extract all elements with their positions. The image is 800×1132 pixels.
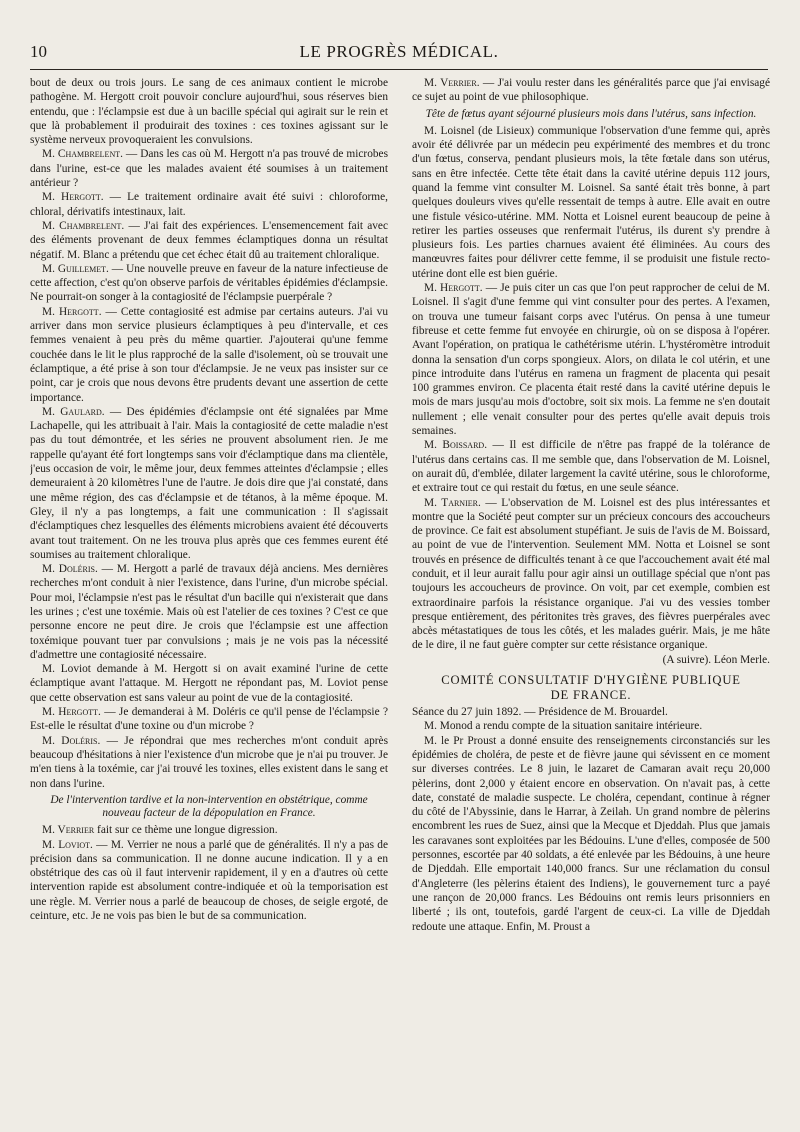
paragraph	[30, 838, 388, 924]
paragraph	[30, 190, 388, 219]
paragraph-text: M. le Pr Proust a donné ensuite des renseignements circonstanciés sur les épidémies de choléra, de peste et de fièvre jaune qui sévissent en ce moment sur diverses contrées. Le 8 juin, le lazaret de Camaran avait reçu 20,000 pèlerins, dont 2,000 y étaient encore en observation. On n'avait pas, à cette date, constaté de maladie suspecte. Le choléra, cependant, continue à régner du côté de l'Abyssinie, dans le Harrar, à Zeilah. Un grand nombre de pèlerins encombrent les rues de Suez, ainsi que la Mecque et Djeddah. Plus que jamais les caravanes sont exploitées par les Bédouins. L'une d'elles, composée de 500 personnes, escortée par 40 soldats, a été enlevée par les Bédouins, à une heure de Djeddah. Elle emportait 140,000 francs. Sur une réclamation du consul d'Angleterre (les pèlerins étaient des Indiens), le gouvernement turc a payé une rançon de 20,000 francs. Les Bédouins ont remis leurs prisonniers en liberté ; ils ont, toutefois, gardé l'argent de ceux-ci. La ville de Djeddah redoute une attaque. Enfin, M. Proust a	[412, 734, 770, 933]
speaker-name: M. Doléris.	[42, 734, 101, 747]
paragraph-text: — Cette contagiosité est admise par certains auteurs. J'ai vu arriver dans mon service plusieurs éclamptiques à peu d'intervalle, et ces femmes venaient à peu près du même quartier. J'ajouterai qu'une femme couchée dans le lit le plus rapproché de la salle d'isolement, où se trouvait une éclamptique, a été prise à son tour d'éclampsie. Je ne veux pas insister sur ce point, car je crois que nous devons être prudents devant une assertion de cette importance.	[30, 305, 388, 404]
paragraph-text: DE FRANCE.	[550, 688, 632, 703]
paragraph-text: bout de deux ou trois jours. Le sang de ces animaux contient le microbe pathogène. M. Hergott croit pouvoir conclure aujourd'hui, sous réserves bien entendu, que : l'éclampsie est due à un bacille spécial qui agirait sur le rein et que là probablement il produirait des toxines : ces toxines agissant sur le système nerveux provoqueraient les convulsions.	[30, 77, 388, 147]
paragraph-text: — Une nouvelle preuve en faveur de la nature infectieuse de cette affection, c'est qu'on observe parfois de véritables épidémies d'éclampsie. Ne pourrait-on songer à la contagiosité de l'éclampsie puerpérale ?	[30, 262, 388, 304]
header-rule	[30, 69, 768, 70]
paragraph-text: — Je répondrai que mes recherches m'ont conduit après beaucoup d'hésitations à nier l'existence d'un microbe que je n'ai pu trouver. Je m'en tiens à la toxémie, car j'ai trouvé les toxines, elles existent dans le sang et non dans l'urine.	[30, 734, 388, 790]
paragraph-text: — L'observation de M. Loisnel est des plus intéressantes et montre que la Société peut compter sur un précieux concours des accoucheurs de province. Ce fait est absolument stupéfiant. Je suis de l'avis de M. Boissard, au point de vue de l'intervention. Seulement MM. Notta et Loisnel se sont trouvés en présence de difficultés tenant à ce que l'accouchement avait été mal conduit, et il leur aurait fallu pour agir ainsi un outillage spécial que n'ont pas toujours les accoucheurs de province. On voit, par cet exemple, combien est extraordinaire parfois la résistance organique. J'ai vu des vessies tomber presque entièrement, des péritonites très graves, des fièvres puerpérales avec abcès métastatiques de tous les côtés, et les malades guérir. Mais, je me hâte de le dire, il ne faut guère compter sur cette résistance organique.	[412, 496, 770, 652]
speaker-name: M. Hergott.	[42, 305, 102, 318]
speaker-name: M. Boissard.	[424, 439, 488, 452]
paragraph-text: Séance du 27 juin 1892. — Présidence de M. Brouardel.	[412, 706, 668, 719]
paragraph-text: M. Monod a rendu compte de la situation sanitaire intérieure.	[424, 720, 703, 733]
paragraph-continuation	[412, 705, 770, 719]
paragraph-text: — M. Hergott a parlé de travaux déjà anciens. Mes dernières recherches m'ont conduit à nier l'existence, dans l'urine, d'un microbe spécial. Pour moi, l'éclampsie n'est pas le résultat d'un bacille qui n'existerait que dans les urines ; c'est une toxémie. Mais où est l'atelier de ces toxines ? C'est ce que personne encore ne peut dire. Je crois que l'éclampsie est une affection toxémique pouvant tuer par convulsions ; mais je ne vois pas la nécessité d'admettre une contagiosité nécessaire.	[30, 563, 388, 661]
speaker-name: M. Loviot.	[42, 838, 93, 851]
speaker-name: M. Tarnier.	[424, 496, 481, 509]
paragraph-text: Tête de fœtus ayant séjourné plusieurs mois dans l'utérus, sans infection.	[425, 107, 757, 120]
paragraph	[30, 562, 388, 662]
speaker-name: M. Hergott.	[424, 282, 483, 295]
page-number: 10	[30, 42, 47, 61]
paragraph-text: — Je demanderai à M. Doléris ce qu'il pense de l'éclampsie ? Est-elle le résultat d'une toxine ou d'un microbe ?	[30, 706, 388, 733]
article-subtitle	[412, 688, 770, 703]
speaker-name: M. Guillemet.	[42, 262, 109, 275]
running-header	[30, 42, 768, 68]
paragraph	[412, 719, 770, 733]
section-heading	[40, 794, 378, 820]
paragraph	[412, 76, 770, 105]
speaker-name: M. Gaulard.	[42, 405, 105, 418]
speaker-name: M. Doléris.	[42, 563, 98, 576]
paragraph-text: — J'ai fait des expériences. L'ensemencement fait avec des éléments provenant de deux femmes éclamptiques donna un résultat négatif. M. Blanc a prétendu que cet échec était dû au traitement chloralique.	[30, 219, 388, 261]
running-title: LE PROGRÈS MÉDICAL.	[299, 42, 499, 61]
paragraph-text: M. Loviot demande à M. Hergott si on avait examiné l'urine de cette éclamptique avant l'attaque. M. Hergott ne répondant pas, M. Loviot pense que cette observation est sans valeur au point de vue de la contagiosité.	[30, 663, 388, 704]
paragraph-text: COMITÉ CONSULTATIF D'HYGIÈNE PUBLIQUE	[441, 673, 741, 688]
paragraph	[30, 305, 388, 405]
paragraph	[412, 496, 770, 653]
paragraph-text: M. Loisnel (de Lisieux) communique l'observation d'une femme qui, après avoir été délivrée par un médecin peu expérimenté des membres et du tronc d'un fœtus, conserva, pendant plusieurs mois, la tête fœtale dans son utérus, sans en être infectée. Cette tête était dans la cavité utérine depuis 112 jours, quand la femme vint consulter M. Loisnel. Sa santé était très bonne, à part quelques douleurs vives qu'elle ressentait de temps à autre. Elle avait en outre une fistule vésico-utérine. MM. Notta et Loisnel eurent beaucoup de peine à retirer les parties osseuses que renfermait l'utérus, ils durent s'y prendre à plusieurs fois. Les parties charnues avaient été éliminées. Au cours des manœuvres faites pour délivrer cette femme, il se produisit une fistule recto-utérine dont elle est bien guérie.	[412, 124, 770, 280]
paragraph	[30, 734, 388, 791]
speaker-name: M. Hergott.	[42, 706, 101, 719]
paragraph	[412, 124, 770, 281]
paragraph-text: (A suivre). Léon Merle.	[662, 653, 770, 666]
speaker-name: M. Verrier.	[424, 77, 480, 89]
paragraph	[30, 405, 388, 562]
paragraph-continuation	[30, 76, 388, 147]
paragraph-text: fait sur ce thème une longue digression.	[94, 824, 278, 837]
paragraph	[30, 662, 388, 705]
right-column	[412, 76, 770, 1121]
paragraph-text: — M. Verrier ne nous a parlé que de généralités. Il n'y a pas de précision dans sa communication. Il ne donne aucune indication. Il y a en obstétrique des cas où il faut intervenir rapidement, il y en a d'autres où cette intervention rapide est absolument contre-indiquée et où la temporisation est une règle. M. Verrier nous a parlé de beaucoup de choses, de seigle ergoté, de ceinture, etc. Je ne vois pas bien le but de sa communication.	[30, 838, 388, 923]
speaker-name: M. Hergott.	[42, 191, 104, 204]
paragraph-text: — Dans les cas où M. Hergott n'a pas trouvé de microbes dans l'urine, est-ce que les malades avaient été soumises à un traitement antérieur ?	[30, 148, 388, 190]
paragraph	[30, 262, 388, 305]
signature-line	[412, 653, 770, 667]
paragraph	[412, 734, 770, 934]
section-heading	[422, 108, 760, 121]
paragraph-text: — Je puis citer un cas que l'on peut rapprocher de celui de M. Loisnel. Il s'agit d'une femme qui vint consulter pour des pertes. A l'examen, on trouva une tumeur faisant corps avec l'utérus. On pensa à une tumeur fibreuse et cette femme fut envoyée en chirurgie, où on se disposa à l'opérer. Avant l'opération, on pratiqua le cathétérisme utérin. L'hystéromètre introduit donna la sensation d'un corps spongieux. Alors, on dilata le col utérin, et une pince introduite dans l'utérus en ramena un fragment de placenta qui pesait 100 grammes environ. Ce placenta était resté dans la cavité utérine depuis le mois de mars jusqu'au mois d'octobre, soit six mois. La femme ne s'en doutait nullement ; elle venait consulter pour des pertes qu'elle avait depuis trois semaines.	[412, 282, 770, 438]
paragraph-text: — Des épidémies d'éclampsie ont été signalées par Mme Lachapelle, qui les attribuait à l'air. Mais la contagiosité de cette maladie n'est pas du tout démontrée, et les séries ne prouvent absolument rien. Je me rappelle qu'ayant été fort longtemps sans voir d'éclamptique dans ma clientèle, j'eus occasion de voir, le même jour, deux femmes atteintes d'éclampsie ; elles demeuraient à 20 kilomètres l'une de l'autre. Je dois dire que j'ai constaté, dans une même région, des cas d'éclampsie et de tétanos, à la même époque. M. Gley, il n'y a pas longtemps, a fait une communication : Il s'agissait d'éclamptiques chez lesquelles des éléments microbiens avaient été découverts avant tout traitement. On ne les trouva plus après que ces femmes eurent été soumises au traitement chloralique.	[30, 405, 388, 561]
left-column	[30, 76, 388, 1121]
paragraph	[412, 281, 770, 438]
paragraph-text: — J'ai voulu rester dans les généralités parce que j'ai envisagé ce sujet au point de vue philosophique.	[412, 77, 770, 104]
paragraph	[30, 219, 388, 262]
paragraph-text: — Le traitement ordinaire avait été suivi : chloroforme, chloral, dérivatifs intestinaux, lait.	[30, 191, 388, 218]
paragraph	[30, 823, 388, 837]
paragraph-text: — Il est difficile de n'être pas frappé de la tolérance de l'utérus dans certains cas. Il me semble que, dans l'observation de M. Loisnel, on aurait dû, d'emblée, dilater largement la cavité utérine, sous le chloroforme, et extraire tout ce qui restait du fœtus, en une seule séance.	[412, 439, 770, 495]
speaker-name: M. Chambrelent.	[42, 148, 123, 161]
paragraph	[30, 147, 388, 190]
speaker-name: M. Verrier	[42, 824, 95, 837]
article-title	[412, 673, 770, 688]
paragraph	[412, 438, 770, 495]
paragraph	[30, 705, 388, 734]
speaker-name: M. Chambrelent.	[42, 219, 125, 232]
paragraph-text: De l'intervention tardive et la non-intervention en obstétrique, comme nouveau facteur de la dépopulation en France.	[50, 793, 368, 820]
